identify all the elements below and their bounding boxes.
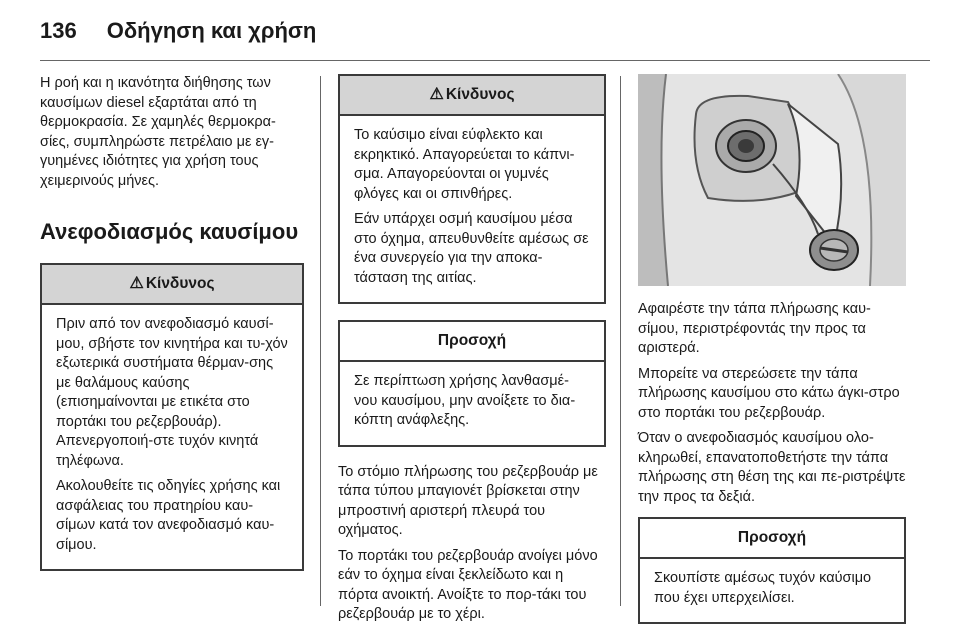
caution-box-header: Προσοχή	[340, 322, 604, 362]
danger-paragraph-1: Το καύσιμο είναι εύφλεκτο και εκρηκτικό. Απαγορεύεται το κάπνι-σμα. Απαγορεύονται οι γυμνές φλόγες και οι σπινθήρες.	[354, 127, 575, 202]
section-heading: Ανεφοδιασμός καυσίμου	[40, 219, 299, 244]
danger-paragraph-2: Ακολουθείτε τις οδηγίες χρήσης και ασφάλειας του πρατηρίου καυ-σίμων κατά τον ανεφοδιασμό καυ-σίμου.	[56, 478, 281, 553]
page-title: Οδήγηση και χρήση	[106, 18, 317, 43]
filler-location-paragraph: Το στόμιο πλήρωσης του ρεζερβουάρ με τάπα τύπου μπαγιονέτ βρίσκεται στην μπροστινή αριστερή πλευρά του οχήματος.	[338, 463, 598, 538]
warning-triangle-icon: ⚠	[129, 275, 144, 293]
caution-box-1	[338, 320, 606, 447]
fuel-filler-drawing	[638, 74, 906, 286]
danger-box-body	[340, 116, 604, 302]
column-divider-1	[320, 76, 321, 606]
column-divider-2	[620, 76, 621, 606]
warning-triangle-icon: ⚠	[429, 86, 444, 104]
caution-paragraph: Σε περίπτωση χρήσης λανθασμέ-νου καυσίμου, μην ανοίξετε το δια-κόπτη ανάφλεξης.	[354, 373, 576, 428]
column-2	[338, 74, 606, 631]
caution-paragraph: Σκουπίστε αμέσως τυχόν καύσιμο που έχει υπερχειλίσει.	[654, 570, 872, 606]
danger-box-header	[42, 265, 302, 305]
refit-cap-paragraph: Όταν ο ανεφοδιασμός καυσίμου ολο-κληρωθεί, επανατοποθετήστε την τάπα πλήρωσης στη θέση της και πε-ριστρέψτε την προς τα δεξιά.	[638, 430, 906, 505]
danger-paragraph-1: Πριν από τον ανεφοδιασμό καυσί-μου, σβήστε τον κινητήρα και τυ-χόν εξωτερικά συστήματα θέρμαν-σης με θαλάμους καύσης (επισημαίνονται με ετικέτα στο πορτάκι του ρεζερβουάρ). Απενεργοποιή-στε τυχόν κινητά τηλέφωνα.	[56, 316, 288, 469]
caution-box-2	[638, 517, 906, 624]
danger-box-2	[338, 74, 606, 304]
caution-box-body	[640, 559, 904, 622]
remove-cap-paragraph: Αφαιρέστε την τάπα πλήρωσης καυ-σίμου, περιστρέφοντάς την προς τα αριστερά.	[638, 301, 871, 356]
column-1	[40, 74, 304, 587]
page-header	[40, 18, 316, 48]
header-rule	[40, 60, 930, 61]
danger-box-body	[42, 305, 302, 569]
danger-box-title: Κίνδυνος	[145, 275, 215, 293]
filler-door-paragraph: Το πορτάκι του ρεζερβουάρ ανοίγει μόνο εάν το όχημα είναι ξεκλείδωτο και η πόρτα ανοικτή. Ανοίξτε το πορ-τάκι του ρεζερβουάρ με το χέρι.	[338, 547, 598, 622]
caution-box-body	[340, 362, 604, 445]
page-number: 136	[40, 18, 77, 43]
danger-box-title: Κίνδυνος	[445, 86, 515, 104]
hook-cap-paragraph: Μπορείτε να στερεώσετε την τάπα πλήρωσης καυσίμου στο κάτω άγκι-στρο στο πορτάκι του ρεζερβουάρ.	[638, 365, 900, 421]
danger-box-header	[340, 76, 604, 116]
danger-box-1	[40, 263, 304, 571]
intro-paragraph: Η ροή και η ικανότητα διήθησης των καυσίμων diesel εξαρτάται από τη θερμοκρασία. Σε χαμηλές θερμοκρα-σίες, συμπληρώστε πετρέλαιο με εγ-γυημένες ιδιότητες για χρήση τους χειμερινούς μήνες.	[40, 75, 276, 189]
danger-paragraph-2: Εάν υπάρχει οσμή καυσίμου μέσα στο όχημα, απευθυνθείτε αμέσως σε ένα συνεργείο για την αποκα-τάσταση της αιτίας.	[354, 211, 589, 286]
fuel-filler-cap-illustration	[638, 74, 906, 286]
column-3	[638, 74, 906, 640]
caution-box-header: Προσοχή	[640, 519, 904, 559]
